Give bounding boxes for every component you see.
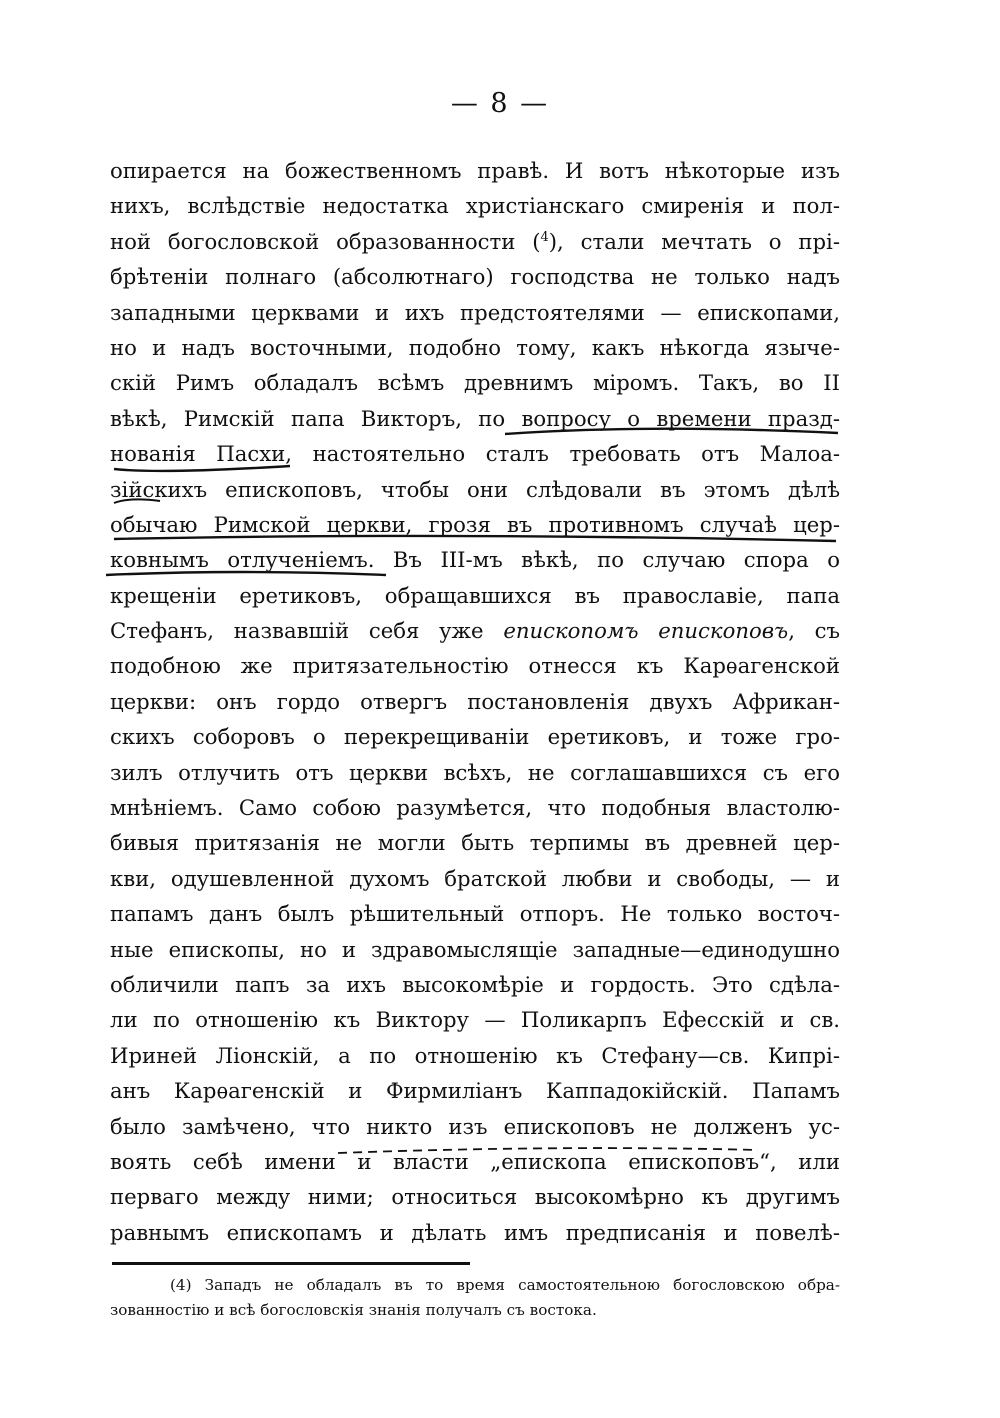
text-line: крещеніи еретиковъ, обращавшихся въ православіе, папа	[110, 582, 840, 608]
text-line: воять себѣ имени и власти „епископа епископовъ“, или	[110, 1148, 840, 1174]
text-line: бивыя притязанія не могли быть терпимы въ древней цер-	[110, 830, 840, 856]
text-line	[110, 613, 840, 648]
footnote-reference: 4	[540, 229, 549, 245]
text-line	[110, 224, 840, 259]
footnote-marker: (4)	[170, 1276, 192, 1294]
text-line: ковнымъ отлученіемъ. Въ III-мъ вѣкѣ, по случаю спора о	[110, 547, 840, 573]
text-line: было замѣчено, что никто изъ епископовъ не долженъ ус-	[110, 1113, 840, 1139]
text-line: мнѣніемъ. Само собою разумѣется, что подобныя властолю-	[110, 795, 840, 821]
text-line: скій Римъ обладалъ всѣмъ древнимъ міромъ. Такъ, во II	[110, 370, 840, 396]
text-line: перваго между ними; относиться высокомѣрно къ другимъ	[110, 1184, 840, 1210]
text-line: церкви: онъ гордо отвергъ постановленія двухъ Африкан-	[110, 688, 840, 714]
text-line: обличили папъ за ихъ высокомѣріе и гордость. Это сдѣла-	[110, 971, 840, 997]
text-line: нованія Пасхи, настоятельно сталъ требовать отъ Малоа-	[110, 441, 840, 467]
text-line: анъ Карѳагенскій и Фирмиліанъ Каппадокійскій. Папамъ	[110, 1078, 840, 1104]
text-line: равнымъ епископамъ и дѣлать имъ предписанія и повелѣ-	[110, 1219, 840, 1245]
text-line: нихъ, вслѣдствіе недостатка христіанскаго смиренія и пол-	[110, 193, 840, 219]
page-number: — 8 —	[450, 88, 550, 119]
footnote	[110, 1273, 840, 1323]
text-line: западными церквами и ихъ предстоятелями — епископами,	[110, 299, 840, 325]
text-fragment: , съ	[788, 618, 840, 644]
text-fragment: ной богословской образованности (	[110, 228, 541, 254]
text-fragment: ), стали мечтать о прі-	[548, 228, 840, 254]
footnote-divider	[112, 1262, 470, 1265]
text-line: Ириней Ліонскій, а по отношенію къ Стефану—св. Кипрі-	[110, 1042, 840, 1068]
text-line: кви, одушевленной духомъ братской любви и свободы, — и	[110, 865, 840, 891]
main-text	[110, 153, 840, 1250]
footnote-line: зованностію и всѣ богословскія знанія получалъ съ востока.	[110, 1301, 597, 1319]
italic-phrase: епископомъ епископовъ	[503, 618, 789, 644]
text-line: обычаю Римской церкви, грозя въ противномъ случаѣ цер-	[110, 511, 840, 537]
text-line: но и надъ восточными, подобно тому, какъ нѣкогда языче-	[110, 334, 840, 360]
text-line: брѣтеніи полнаго (абсолютнаго) господства не только надъ	[110, 264, 840, 290]
text-line: зилъ отлучить отъ церкви всѣхъ, не соглашавшихся съ его	[110, 759, 840, 785]
text-line: подобною же притязательностію отнесся къ Карѳагенской	[110, 653, 840, 679]
text-fragment: Стефанъ, назвавшій себя уже	[110, 618, 484, 644]
text-line: вѣкѣ, Римскій папа Викторъ, по вопросу о времени празд-	[110, 405, 840, 431]
text-line: скихъ соборовъ о перекрещиваніи еретиковъ, и тоже гро-	[110, 724, 840, 750]
footnote-line	[110, 1273, 840, 1298]
text-line: опирается на божественномъ правѣ. И вотъ нѣкоторые изъ	[110, 158, 840, 183]
text-line: папамъ данъ былъ рѣшительный отпоръ. Не только восточ-	[110, 901, 840, 927]
text-line: ные епископы, но и здравомыслящіе западные—единодушно	[110, 936, 840, 962]
footnote-text: Западъ не обладалъ въ то время самостоятельною богословскою обра-	[204, 1276, 840, 1294]
text-line: зійскихъ епископовъ, чтобы они слѣдовали въ этомъ дѣлѣ	[110, 476, 840, 502]
text-line: ли по отношенію къ Виктору — Поликарпъ Ефесскій и св.	[110, 1007, 840, 1033]
